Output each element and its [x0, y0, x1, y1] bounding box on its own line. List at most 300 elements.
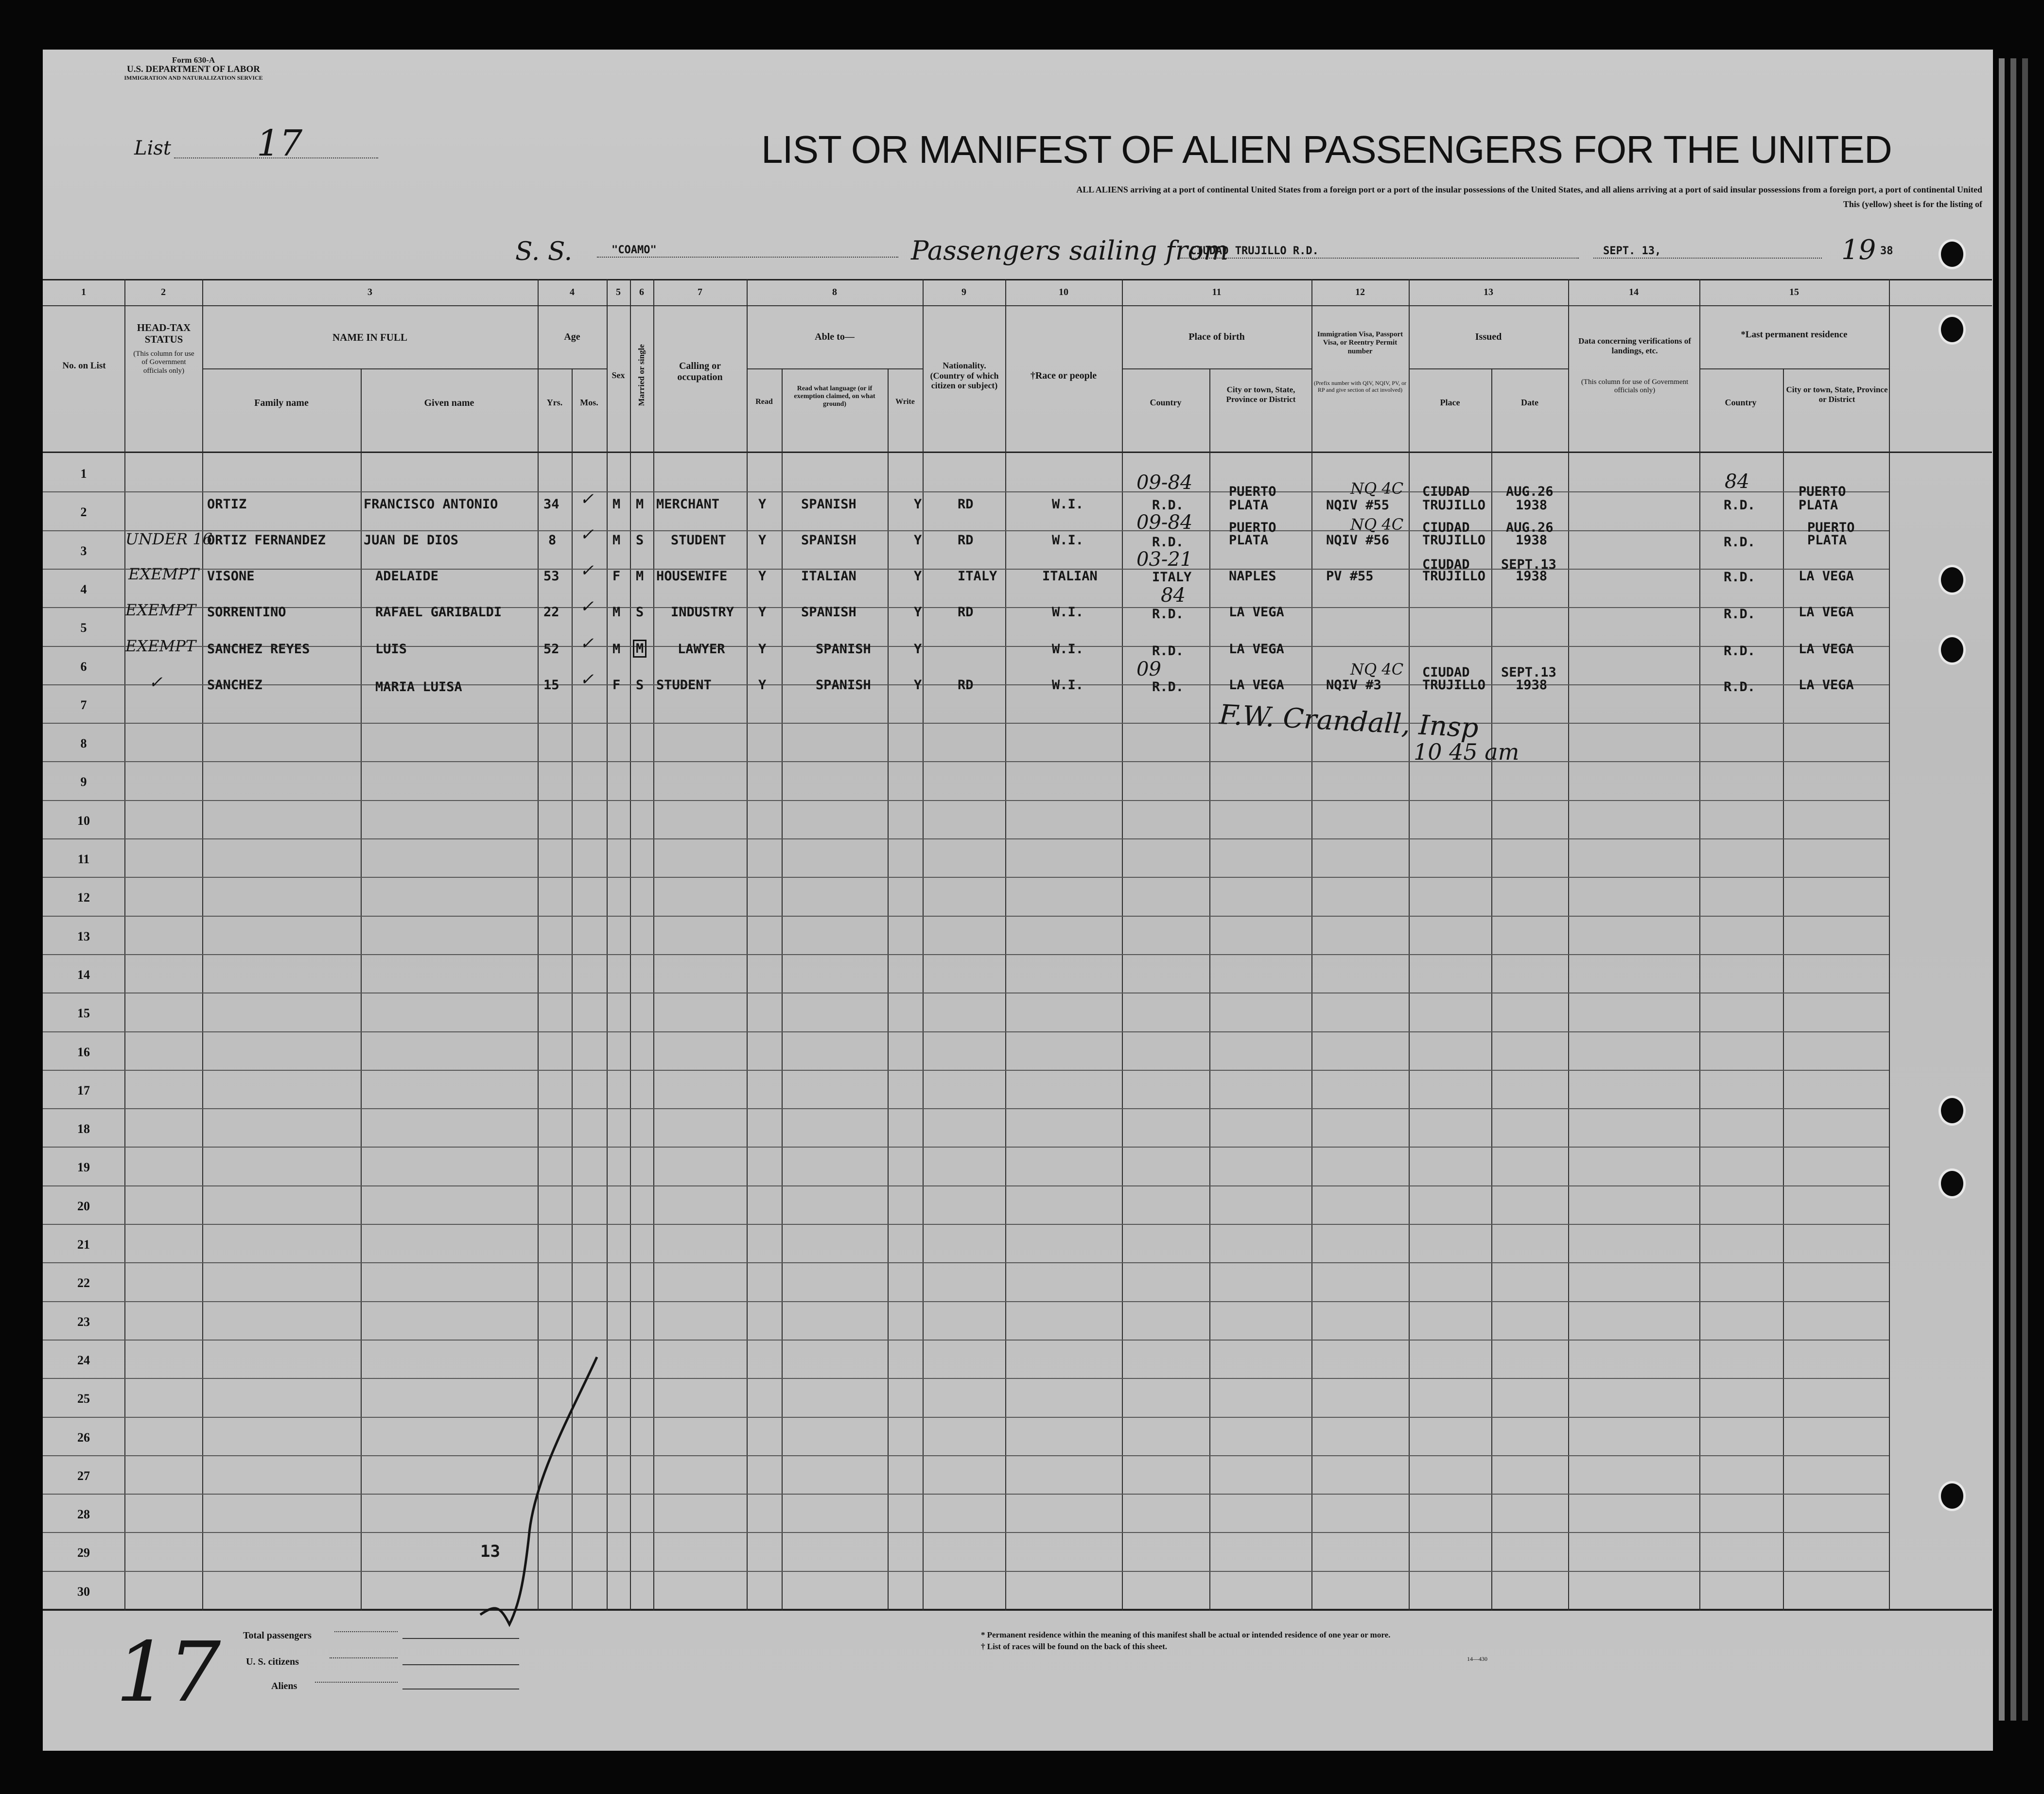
col-line: [747, 279, 748, 1611]
list-label: List: [134, 137, 171, 159]
binder-hole: [1939, 1168, 1966, 1199]
total-passengers-line: [402, 1638, 519, 1639]
issue-place-2: TRUJILLO: [1422, 498, 1486, 513]
age-months-mark: ✓: [580, 597, 594, 616]
issue-place-2: TRUJILLO: [1422, 678, 1486, 693]
us-citizens-label: U. S. citizens: [246, 1656, 299, 1667]
issue-date: SEPT.13: [1501, 665, 1556, 680]
marital-status: M: [636, 497, 644, 512]
header-visa-note: (Prefix number with QIV, NQIV, PV, or RP and give section of act involved): [1313, 380, 1407, 393]
issue-place: CIUDAD: [1422, 665, 1470, 680]
row-number: 12: [77, 890, 90, 905]
binder-hole: [1939, 635, 1966, 665]
row-rule: [43, 491, 1889, 492]
row-rule: [43, 954, 1889, 955]
col-line: [782, 368, 783, 1611]
occupation: LAWYER: [678, 642, 725, 657]
department: U.S. DEPARTMENT OF LABOR: [127, 64, 260, 74]
res-city-2: PLATA: [1799, 498, 1838, 513]
col-line: [1122, 279, 1123, 1611]
res-city-2: PLATA: [1807, 533, 1847, 548]
header-head-tax: HEAD-TAX STATUS: [137, 322, 191, 346]
family-name: SANCHEZ REYES: [207, 642, 310, 657]
row-rule: [43, 1262, 1889, 1263]
header-read: Read: [755, 398, 773, 406]
row-rule: [43, 800, 1889, 801]
res-city: LA VEGA: [1799, 605, 1854, 620]
issue-date: AUG.26: [1506, 484, 1554, 499]
row-rule: [43, 1378, 1889, 1379]
visa-number: NQIV #56: [1326, 533, 1390, 548]
res-city: PUERTO: [1799, 484, 1846, 499]
col-num: 2: [161, 287, 166, 297]
sex: M: [612, 497, 621, 512]
header-able-to: Able to—: [815, 331, 855, 342]
col-line: [1491, 368, 1492, 1611]
birth-city-2: PLATA: [1229, 498, 1269, 513]
birth-country: R.D.: [1152, 644, 1184, 659]
can-write: Y: [914, 569, 922, 584]
visa-number: NQIV #55: [1326, 498, 1390, 513]
sex: M: [612, 533, 621, 548]
sailing-label: Passengers sailing from: [911, 235, 1229, 266]
res-country: R.D.: [1724, 679, 1756, 695]
row-rule: [43, 1301, 1889, 1302]
binder-hole: [1939, 1096, 1966, 1126]
age-months-mark: ✓: [580, 634, 594, 653]
occupation: MERCHANT: [656, 497, 720, 512]
header-issue-place: Place: [1440, 398, 1460, 407]
footnote-races: † List of races will be found on the back of this sheet.: [981, 1642, 1167, 1651]
family-name: SORRENTINO: [207, 605, 286, 620]
given-name: MARIA LUISA: [375, 679, 462, 695]
row-number: 27: [77, 1469, 90, 1483]
row-rule: [43, 877, 1889, 878]
header-family-name: Family name: [254, 398, 309, 408]
subrule: [1122, 368, 1311, 369]
inspector-signature: F.W. Crandall, Insp: [1218, 699, 1480, 744]
can-write: Y: [914, 678, 922, 693]
marital-status: S: [636, 533, 644, 548]
birth-code: 84: [1161, 584, 1186, 607]
header-yrs: Yrs.: [546, 398, 563, 407]
header-landing-note: (This column for use of Government officials only): [1581, 378, 1689, 395]
issue-date: AUG.26: [1506, 520, 1554, 535]
birth-code: 09: [1136, 658, 1161, 680]
issue-date-2: 1938: [1516, 678, 1548, 693]
row-rule: [43, 723, 1889, 724]
header-birth-country: Country: [1150, 398, 1182, 407]
nationality: RD: [958, 678, 974, 693]
age-months-mark: ✓: [580, 489, 594, 509]
age-years: 8: [548, 533, 557, 548]
age-years: 22: [543, 605, 559, 620]
header-write: Write: [895, 398, 915, 406]
col-line: [1889, 279, 1890, 1611]
race: W.I.: [1052, 497, 1084, 512]
date-underline: [1593, 258, 1822, 259]
issue-place-2: TRUJILLO: [1422, 533, 1486, 548]
row-rule: [43, 530, 1889, 531]
year-prefix: 19: [1841, 234, 1876, 266]
birth-code: 09-84: [1136, 471, 1193, 494]
read-language: ITALIAN: [801, 569, 856, 584]
birth-country: R.D.: [1152, 498, 1184, 513]
head-tax-status: ✓: [149, 673, 163, 692]
col-num: 4: [570, 287, 575, 297]
birth-city: LA VEGA: [1229, 642, 1284, 657]
nationality: ITALY: [958, 569, 997, 584]
row-number: 6: [80, 660, 87, 674]
row-rule: [43, 1224, 1889, 1225]
row-number: 25: [77, 1392, 90, 1406]
header-mos: Mos.: [580, 398, 598, 407]
aliens-label: Aliens: [271, 1681, 297, 1691]
visa-number: PV #55: [1326, 569, 1374, 584]
header-calling: Calling or occupation: [677, 361, 723, 383]
birth-code: 03-21: [1136, 548, 1193, 571]
res-country: R.D.: [1724, 535, 1756, 550]
row-number: 1: [80, 467, 87, 481]
read-language: SPANISH: [816, 642, 871, 657]
col-num: 10: [1059, 287, 1068, 297]
issue-place-2: TRUJILLO: [1422, 569, 1486, 584]
ss-label: S. S.: [515, 237, 573, 266]
header-nationality: Nationality. (Country of which citizen or subject): [930, 361, 999, 391]
subtitle-line1: ALL ALIENS arriving at a port of continental United States from a foreign port or a port of the insular possessions of the United States, and all aliens arriving at a port of said insular possessions from a foreign port, a port of continental United: [1076, 185, 1982, 194]
header-married-single: Married or single: [637, 344, 646, 406]
res-city: LA VEGA: [1799, 569, 1854, 584]
header-head-tax-note: (This column for use of Government officials only): [133, 350, 194, 375]
given-name: ADELAIDE: [375, 569, 439, 584]
header-no-on-list: No. on List: [62, 361, 106, 371]
given-name: RAFAEL GARIBALDI: [375, 605, 502, 620]
page-edge: [2010, 58, 2016, 1721]
header-visa: Immigration Visa, Passport Visa, or Reentry Permit number: [1317, 331, 1403, 355]
row-number: 28: [77, 1507, 90, 1521]
read-language: SPANISH: [816, 678, 871, 693]
form-code: 14—430: [1467, 1655, 1487, 1662]
dots: [334, 1631, 398, 1632]
nationality: RD: [958, 533, 974, 548]
sailing-date: SEPT. 13,: [1603, 245, 1661, 257]
subrule: [1699, 368, 1889, 369]
row-number: 10: [77, 814, 90, 828]
family-name: ORTIZ FERNANDEZ: [207, 533, 326, 548]
race: W.I.: [1052, 605, 1084, 620]
col-num: 11: [1212, 287, 1222, 297]
list-number: 17: [257, 122, 303, 164]
occupation: HOUSEWIFE: [656, 569, 728, 584]
col-num: 12: [1355, 287, 1365, 297]
occupation: STUDENT: [671, 533, 726, 548]
subtitle-line2: This (yellow) sheet is for the listing of: [1843, 199, 1982, 209]
sailing-from: CIUDAD TRUJILLO R.D.: [1190, 245, 1319, 257]
age-years: 53: [543, 569, 559, 584]
row-number: 4: [80, 582, 87, 596]
col-num: 6: [639, 287, 644, 297]
header-issued: Issued: [1475, 331, 1502, 342]
can-read: Y: [758, 497, 767, 512]
can-read: Y: [758, 642, 767, 657]
head-tax-status: UNDER 16: [125, 530, 212, 548]
row-number: 29: [77, 1546, 90, 1560]
row-number: 9: [80, 775, 87, 789]
footnote-residence: * Permanent residence within the meaning of this manifest shall be actual or intended residence of one year or more.: [981, 1630, 1391, 1639]
row-number: 24: [77, 1353, 90, 1367]
given-name: JUAN DE DIOS: [364, 533, 459, 548]
residence-code: 84: [1725, 470, 1749, 493]
row-rule: [43, 1185, 1889, 1186]
header-landing-data: Data concerning verifications of landings, etc.: [1578, 336, 1691, 355]
subrule: [202, 368, 538, 369]
nationality: RD: [958, 605, 974, 620]
birth-country: R.D.: [1152, 679, 1184, 695]
occupation: STUDENT: [656, 678, 712, 693]
race: W.I.: [1052, 678, 1084, 693]
row-rule: [43, 646, 1889, 647]
issue-place: CIUDAD: [1422, 484, 1470, 499]
header-race: †Race or people: [1030, 370, 1097, 381]
row-rule: [43, 1070, 1889, 1071]
marital-status: M: [636, 569, 644, 584]
header-issue-date: Date: [1521, 398, 1538, 407]
row-number: 13: [77, 929, 90, 943]
age-months-mark: ✓: [580, 525, 594, 544]
age-months-mark: ✓: [580, 561, 594, 580]
col-num: 14: [1629, 287, 1639, 297]
can-write: Y: [914, 605, 922, 620]
family-name: ORTIZ: [207, 497, 247, 512]
row-number: 3: [80, 544, 87, 558]
row-rule: [43, 1108, 1889, 1109]
birth-city: LA VEGA: [1229, 678, 1284, 693]
row-number: 8: [80, 736, 87, 750]
age-months-mark: ✓: [580, 670, 594, 689]
read-language: SPANISH: [801, 533, 856, 548]
age-years: 34: [543, 497, 559, 512]
res-country: R.D.: [1724, 570, 1756, 585]
row-rule: [43, 1031, 1889, 1032]
header-birth-city: City or town, State, Province or District: [1226, 385, 1296, 404]
total-passengers-label: Total passengers: [243, 1630, 312, 1641]
read-language: SPANISH: [801, 605, 856, 620]
manifest-title: LIST OR MANIFEST OF ALIEN PASSENGERS FOR THE UNITED: [761, 128, 1892, 171]
service: IMMIGRATION AND NATURALIZATION SERVICE: [124, 74, 263, 81]
marital-status: M: [633, 640, 646, 658]
col-num: 7: [698, 287, 702, 297]
res-country: R.D.: [1724, 498, 1756, 513]
age-years: 52: [543, 642, 559, 657]
can-read: Y: [758, 678, 767, 693]
col-line: [1311, 279, 1312, 1611]
big-list-number: 17: [116, 1624, 221, 1721]
row-number: 26: [77, 1430, 90, 1445]
col-line: [1699, 279, 1700, 1611]
visa-handwritten: NQ 4C: [1350, 515, 1404, 534]
issue-date-2: 1938: [1516, 533, 1548, 548]
col-num: 3: [367, 287, 372, 297]
row-number: 19: [77, 1160, 90, 1174]
can-read: Y: [758, 533, 767, 548]
issue-place: CIUDAD: [1422, 557, 1470, 572]
sailing-underline: [1180, 258, 1579, 259]
subrule: [747, 368, 923, 369]
row-number: 7: [80, 698, 87, 712]
can-write: Y: [914, 533, 922, 548]
row-rule: [43, 1494, 1889, 1495]
us-citizens-line: [402, 1664, 519, 1665]
page-edge: [2022, 58, 2028, 1721]
race: W.I.: [1052, 642, 1084, 657]
row-number: 16: [77, 1045, 90, 1059]
marital-status: S: [636, 605, 644, 620]
ship-underline: [597, 257, 898, 258]
visa-handwritten: NQ 4C: [1350, 660, 1404, 679]
row-number: 17: [77, 1083, 90, 1097]
res-city: LA VEGA: [1799, 642, 1854, 657]
header-sex: Sex: [611, 370, 625, 380]
inspection-time: 10 45 am: [1414, 739, 1520, 765]
visa-handwritten: NQ 4C: [1350, 479, 1404, 498]
col-line: [1209, 368, 1210, 1611]
given-name: LUIS: [375, 642, 407, 657]
page-edge: [1999, 58, 2005, 1721]
res-city: LA VEGA: [1799, 678, 1854, 693]
birth-country: ITALY: [1152, 570, 1192, 585]
birth-country: R.D.: [1152, 607, 1184, 622]
row-rule: [43, 1455, 1889, 1456]
race: ITALIAN: [1042, 569, 1098, 584]
dots: [315, 1682, 398, 1683]
can-read: Y: [758, 569, 767, 584]
row-number: 18: [77, 1122, 90, 1136]
birth-city: NAPLES: [1229, 569, 1276, 584]
col-num: 5: [616, 287, 621, 297]
row-number: 2: [80, 505, 87, 519]
row-rule: [43, 761, 1889, 762]
row-number: 15: [77, 1006, 90, 1020]
row-number: 23: [77, 1315, 90, 1329]
res-country: R.D.: [1724, 607, 1756, 622]
col-line: [1409, 279, 1410, 1611]
binder-hole: [1939, 1481, 1966, 1511]
birth-country: R.D.: [1152, 535, 1184, 550]
col-line: [1005, 279, 1006, 1611]
read-language: SPANISH: [801, 497, 856, 512]
binder-hole: [1939, 565, 1966, 595]
occupation: INDUSTRY: [671, 605, 734, 620]
can-write: Y: [914, 642, 922, 657]
issue-date-2: 1938: [1516, 498, 1548, 513]
sex: F: [612, 678, 621, 693]
birth-city: LA VEGA: [1229, 605, 1284, 620]
can-write: Y: [914, 497, 922, 512]
row-rule: [43, 1417, 1889, 1418]
family-name: SANCHEZ: [207, 678, 262, 693]
row-rule: [43, 1571, 1889, 1572]
header-read-language: Read what language (or if exemption claimed, on what ground): [794, 385, 875, 408]
head-tax-status: EXEMPT: [125, 601, 196, 619]
subrule: [1409, 368, 1568, 369]
binder-hole: [1939, 239, 1966, 269]
race: W.I.: [1052, 533, 1084, 548]
header-res-city: City or town, State, Province or District: [1786, 385, 1888, 404]
row-rule: [43, 916, 1889, 917]
sex: M: [612, 642, 621, 657]
header-last-residence: *Last permanent residence: [1741, 330, 1848, 340]
dots: [330, 1657, 398, 1658]
col-line: [888, 368, 889, 1611]
row-number: 21: [77, 1237, 90, 1252]
col-num: 8: [832, 287, 837, 297]
head-tax-status: EXEMPT: [125, 637, 196, 655]
res-country: R.D.: [1724, 644, 1756, 659]
family-name: VISONE: [207, 569, 255, 584]
head-tax-status: EXEMPT: [128, 565, 199, 583]
issue-date: SEPT.13: [1501, 557, 1556, 572]
header-place-of-birth: Place of birth: [1188, 331, 1245, 342]
form-number: Form 630-A: [172, 55, 215, 65]
issue-place: CIUDAD: [1422, 520, 1470, 535]
col-line: [124, 279, 125, 1611]
col-line: [1783, 368, 1784, 1611]
sex: F: [612, 569, 621, 584]
header-name-in-full: NAME IN FULL: [332, 331, 407, 343]
binder-hole: [1939, 314, 1966, 345]
tally-stroke: [451, 1352, 626, 1663]
row-number: 14: [77, 968, 90, 982]
header-given-name: Given name: [424, 398, 474, 408]
birth-code: 09-84: [1136, 511, 1193, 534]
res-city: PUERTO: [1807, 520, 1855, 535]
col-num: 9: [961, 287, 966, 297]
col-line: [361, 368, 362, 1611]
manifest-sheet: [43, 50, 1993, 1751]
col-num: 13: [1484, 287, 1493, 297]
row-number: 5: [80, 621, 87, 635]
age-years: 15: [543, 678, 559, 693]
birth-city-2: PLATA: [1229, 533, 1269, 548]
row-rule: [43, 838, 1889, 839]
tally-number: 13: [480, 1542, 500, 1561]
year-suffix: 38: [1880, 245, 1893, 257]
col-num: 15: [1789, 287, 1799, 297]
ship-name: "COAMO": [611, 244, 657, 256]
col-line: [1568, 279, 1569, 1611]
birth-city: PUERTO: [1229, 520, 1276, 535]
row-number: 20: [77, 1199, 90, 1213]
given-name: FRANCISCO ANTONIO: [364, 497, 498, 512]
col-line: [653, 279, 654, 1611]
row-number: 11: [77, 852, 90, 866]
row-rule: [43, 1340, 1889, 1341]
marital-status: S: [636, 678, 644, 693]
visa-number: NQIV #3: [1326, 678, 1381, 693]
header-age: Age: [564, 331, 580, 342]
header-res-country: Country: [1725, 398, 1757, 407]
can-read: Y: [758, 605, 767, 620]
row-rule: [43, 1532, 1889, 1533]
col-line: [202, 279, 203, 1611]
row-number: 22: [77, 1276, 90, 1290]
row-number: 30: [77, 1585, 90, 1599]
birth-city: PUERTO: [1229, 484, 1276, 499]
sex: M: [612, 605, 621, 620]
row-rule: [43, 1147, 1889, 1148]
col-line: [630, 279, 631, 1611]
nationality: RD: [958, 497, 974, 512]
